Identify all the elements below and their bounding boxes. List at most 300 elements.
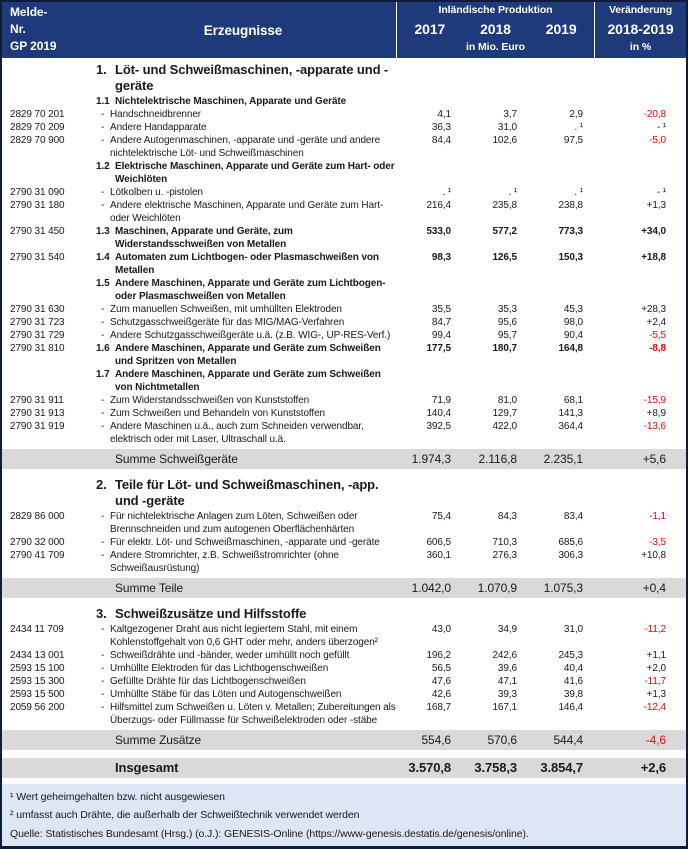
subsection-row	[2, 277, 686, 303]
gp-code: 2790 31 913	[10, 408, 65, 419]
value-2017: 140,4	[426, 408, 451, 419]
value-2018: 81,0	[497, 395, 517, 406]
total-row	[2, 758, 686, 778]
gp-code	[2, 160, 90, 186]
header-year-2018: 2018	[480, 21, 511, 37]
item-dash: -	[101, 537, 105, 548]
item-dash: -	[101, 200, 105, 211]
product-description-cell	[90, 329, 396, 342]
product-label: Für nichtelektrische Anlagen zum Löten, Schweißen oder Brennschneiden und zum autogenen Oberflächenhärten	[110, 511, 358, 535]
value-2019: 306,3	[558, 550, 583, 561]
product-row	[2, 186, 686, 199]
product-row	[2, 549, 686, 575]
change-value: +5,6	[594, 449, 686, 469]
gp-code: 2434 11 709	[10, 624, 64, 635]
value-2017: 71,9	[431, 395, 451, 406]
change-value	[594, 95, 686, 108]
product-row	[2, 688, 686, 701]
product-description-cell	[90, 186, 396, 199]
product-description-cell	[90, 394, 396, 407]
value-2019: 98,0	[563, 317, 583, 328]
item-dash: -	[101, 550, 105, 561]
product-description-cell	[90, 316, 396, 329]
section-number: 3.	[96, 606, 107, 621]
item-dash: -	[101, 676, 105, 687]
item-dash: -	[101, 702, 105, 713]
value-2019: 150,3	[558, 252, 583, 263]
value-2017: 168,7	[426, 702, 451, 713]
value-2019: 83,4	[563, 511, 583, 522]
value-2017: 84,7	[431, 317, 451, 328]
product-label: Hilfsmittel zum Schweißen u. Löten v. Metallen; Zubereitungen als Überzugs- oder Füllmasse für Schweißelektroden oder -stäbe	[110, 702, 396, 726]
change-value: -8,8	[649, 343, 666, 354]
change-value: +34,0	[641, 226, 666, 237]
product-description-cell	[90, 449, 396, 469]
product-description-cell	[90, 675, 396, 688]
product-description-cell	[90, 701, 396, 727]
section-number: 1.7	[96, 369, 110, 380]
change-value	[594, 160, 686, 186]
product-description-cell	[90, 473, 396, 510]
gp-code: 2593 15 100	[10, 663, 65, 674]
product-label: Summe Zusätze	[115, 733, 202, 747]
product-label: Andere Maschinen, Apparate und Geräte zum Lichtbogen- oder Plasmaschweißen von Metallen	[115, 278, 386, 302]
item-dash: -	[101, 187, 105, 198]
value-2019: 40,4	[563, 663, 583, 674]
header-melde-nr	[2, 2, 90, 58]
product-label: Andere Schutzgasschweißgeräte u.ä. (z.B. WIG-, UP-RES-Verf.)	[110, 330, 391, 341]
value-2017: 84,4	[431, 135, 451, 146]
section-row	[2, 473, 686, 510]
change-value: +0,4	[594, 578, 686, 598]
sum-row	[2, 578, 686, 598]
gp-code	[2, 578, 90, 598]
value-2017: 360,1	[426, 550, 451, 561]
change-value: - ¹	[656, 122, 666, 133]
product-label: Insgesamt	[115, 760, 179, 775]
value-2017: 1.974,3	[396, 449, 462, 469]
change-value: -3,5	[649, 537, 666, 548]
change-value	[594, 602, 686, 623]
value-2018: 167,1	[492, 702, 517, 713]
product-label: Umhüllte Stäbe für das Löten und Autogenschweißen	[110, 689, 342, 700]
gp-code	[2, 368, 90, 394]
product-description-cell	[90, 730, 396, 750]
header-change-unit: in %	[629, 41, 652, 53]
change-value: +2,6	[594, 758, 686, 778]
gp-code: 2790 31 919	[10, 421, 65, 432]
product-description-cell	[90, 160, 396, 186]
gp-code: 2829 70 201	[10, 109, 65, 120]
header-change-years: 2018-2019	[607, 21, 674, 37]
header-change-group	[594, 2, 686, 58]
gp-code	[2, 730, 90, 750]
product-row	[2, 536, 686, 549]
section-number: 1.1	[96, 96, 110, 107]
item-dash: -	[101, 135, 105, 146]
subsection-row	[2, 368, 686, 394]
product-description-cell	[90, 420, 396, 446]
product-row	[2, 623, 686, 649]
item-dash: -	[101, 395, 105, 406]
product-label: Umhüllte Elektroden für das Lichtbogenschweißen	[110, 663, 329, 674]
product-row	[2, 316, 686, 329]
gp-code	[2, 277, 90, 303]
change-value: - ¹	[656, 187, 666, 198]
value-2019: 2,9	[569, 109, 583, 120]
product-label: Andere Autogenmaschinen, -apparate und -geräte und andere nichtelektrische Löt- und Schweißmaschinen	[110, 135, 381, 159]
value-2019: 39,8	[563, 689, 583, 700]
product-label: Für elektr. Löt- und Schweißmaschinen, -apparate und -geräte	[110, 537, 380, 548]
value-2017: 43,0	[431, 624, 451, 635]
value-2018: 39,3	[497, 689, 517, 700]
value-2017: 392,5	[426, 421, 451, 432]
value-2018: 1.070,9	[462, 578, 528, 598]
value-2017: 177,5	[426, 343, 451, 354]
value-2019: 90,4	[563, 330, 583, 341]
product-label: Lötkolben u. -pistolen	[110, 187, 203, 198]
change-value: +1,1	[646, 650, 666, 661]
change-value: -20,8	[643, 109, 666, 120]
item-dash: -	[101, 663, 105, 674]
header-melde-line2: Nr.	[10, 22, 26, 36]
value-2017	[396, 473, 462, 510]
gp-code: 2790 32 000	[10, 537, 65, 548]
value-2017: 216,4	[426, 200, 451, 211]
value-2018	[462, 368, 528, 394]
footnote-1: ¹ Wert geheimgehalten bzw. nicht ausgewiesen	[10, 791, 225, 803]
source-line: Quelle: Statistisches Bundesamt (Hrsg.) (o.J.): GENESIS-Online (https://www-genesis.destatis.de/genesis/online).	[10, 828, 529, 840]
product-label: Nichtelektrische Maschinen, Apparate und Geräte	[115, 96, 347, 107]
section-number: 2.	[96, 477, 107, 492]
change-value: +2,4	[646, 317, 666, 328]
item-dash: -	[101, 511, 105, 522]
value-2017: 56,5	[431, 663, 451, 674]
value-2017: 533,0	[426, 226, 451, 237]
value-2019	[528, 368, 594, 394]
value-2018: 39,6	[497, 663, 517, 674]
gp-code: 2790 31 180	[10, 200, 65, 211]
product-row	[2, 675, 686, 688]
product-description-cell	[90, 602, 396, 623]
header-erzeugnisse-label: Erzeugnisse	[203, 22, 283, 38]
header-unit-label: in Mio. Euro	[466, 41, 525, 53]
value-2017	[396, 160, 462, 186]
gp-code: 2790 31 450	[10, 226, 65, 237]
gp-code	[2, 758, 90, 778]
value-2019: 141,3	[558, 408, 583, 419]
value-2019: 3.854,7	[528, 758, 594, 778]
product-description-cell	[90, 58, 396, 95]
gp-code: 2790 31 630	[10, 304, 65, 315]
product-label: Schweißdrähte und -bänder, weder umhüllt noch gefüllt	[110, 650, 350, 661]
table-header	[2, 2, 686, 58]
value-2018: 31,0	[497, 122, 517, 133]
change-value: -15,9	[643, 395, 666, 406]
value-2017: 606,5	[426, 537, 451, 548]
change-value	[594, 368, 686, 394]
change-value: -13,6	[643, 421, 666, 432]
gp-code: 2829 86 000	[10, 511, 65, 522]
section-number: 1.3	[96, 226, 110, 237]
sum-row	[2, 449, 686, 469]
product-description-cell	[90, 225, 396, 251]
subsection-row	[2, 251, 686, 277]
item-dash: -	[101, 421, 105, 432]
subsection-row	[2, 225, 686, 251]
value-2017	[396, 368, 462, 394]
product-description-cell	[90, 134, 396, 160]
value-2017: 99,4	[431, 330, 451, 341]
product-description-cell	[90, 649, 396, 662]
value-2017: 3.570,8	[396, 758, 462, 778]
gp-code: 2790 31 090	[10, 187, 65, 198]
product-description-cell	[90, 303, 396, 316]
value-2017: 47,6	[431, 676, 451, 687]
change-value: +1,3	[646, 200, 666, 211]
product-description-cell	[90, 95, 396, 108]
value-2019: 685,6	[558, 537, 583, 548]
value-2019	[528, 160, 594, 186]
gp-code	[2, 602, 90, 623]
product-description-cell	[90, 407, 396, 420]
value-2017	[396, 277, 462, 303]
value-2018: 129,7	[492, 408, 517, 419]
product-row	[2, 199, 686, 225]
product-label: Andere Maschinen, Apparate und Geräte zum Schweißen von Nichtmetallen	[115, 369, 381, 393]
value-2018: 570,6	[462, 730, 528, 750]
value-2018: 95,7	[497, 330, 517, 341]
value-2017: 4,1	[437, 109, 451, 120]
product-description-cell	[90, 121, 396, 134]
product-label: Löt- und Schweißmaschinen, -apparate und -geräte	[115, 62, 389, 93]
value-2017: 42,6	[431, 689, 451, 700]
value-2018: 95,6	[497, 317, 517, 328]
value-2017: 98,3	[431, 252, 451, 263]
product-label: Teile für Löt- und Schweißmaschinen, -app. und -geräte	[115, 477, 379, 508]
value-2018: 422,0	[492, 421, 517, 432]
gp-code: 2434 13 001	[10, 650, 65, 661]
value-2019: 41,6	[563, 676, 583, 687]
product-description-cell	[90, 251, 396, 277]
product-label: Schweißzusätze und Hilfsstoffe	[115, 606, 307, 621]
change-value: +2,0	[646, 663, 666, 674]
change-value	[594, 473, 686, 510]
change-value	[594, 58, 686, 95]
gp-code	[2, 449, 90, 469]
value-2019: 97,5	[563, 135, 583, 146]
value-2019: 164,8	[558, 343, 583, 354]
footnotes-area	[2, 782, 686, 846]
value-2018: 102,6	[492, 135, 517, 146]
product-label: Andere Maschinen u.ä., auch zum Schneiden verwendbar, elektrisch oder mit Laser, Ultraschall u.ä.	[110, 421, 364, 445]
change-value: -1,1	[649, 511, 666, 522]
section-number: 1.	[96, 62, 107, 77]
value-2019: 146,4	[558, 702, 583, 713]
footnote-2: ² umfasst auch Drähte, die außerhalb der Schweißtechnik verwendet werden	[10, 809, 360, 821]
gp-code: 2829 70 209	[10, 122, 65, 133]
change-value: +10,8	[641, 550, 666, 561]
gp-code	[2, 95, 90, 108]
gp-code: 2593 15 300	[10, 676, 65, 687]
product-description-cell	[90, 368, 396, 394]
change-value: -12,4	[643, 702, 666, 713]
product-label: Elektrische Maschinen, Apparate und Geräte zum Hart- oder Weichlöten	[115, 161, 395, 185]
value-2019: . ¹	[574, 122, 583, 133]
product-description-cell	[90, 623, 396, 649]
value-2017	[396, 58, 462, 95]
product-row	[2, 303, 686, 316]
product-label: Handschneidbrenner	[110, 109, 202, 120]
product-row	[2, 108, 686, 121]
product-label: Maschinen, Apparate und Geräte, zum Widerstandsschweißen von Metallen	[115, 226, 293, 250]
item-dash: -	[101, 330, 105, 341]
value-2018	[462, 473, 528, 510]
product-label: Andere elektrische Maschinen, Apparate und Geräte zum Hart- oder Weichlöten	[110, 200, 384, 224]
value-2019: 245,3	[558, 650, 583, 661]
value-2018: 3,7	[503, 109, 517, 120]
gp-code	[2, 58, 90, 95]
product-label: Gefüllte Drähte für das Lichtbogenschweißen	[110, 676, 306, 687]
header-year-row	[397, 19, 594, 39]
product-description-cell	[90, 758, 396, 778]
change-value: +28,3	[641, 304, 666, 315]
value-2019	[528, 277, 594, 303]
product-label: Zum Widerstandsschweißen von Kunststoffen	[110, 395, 310, 406]
value-2018: 84,3	[497, 511, 517, 522]
product-row	[2, 329, 686, 342]
change-value: +1,3	[646, 689, 666, 700]
header-production-group	[396, 2, 594, 58]
header-year-2017: 2017	[414, 21, 446, 37]
product-label: Zum manuellen Schweißen, mit umhüllten Elektroden	[110, 304, 342, 315]
gp-code: 2593 15 500	[10, 689, 65, 700]
value-2018: 235,8	[492, 200, 517, 211]
section-row	[2, 602, 686, 623]
value-2017: 196,2	[426, 650, 451, 661]
value-2018: 180,7	[492, 343, 517, 354]
value-2018	[462, 277, 528, 303]
product-label: Andere Handapparate	[110, 122, 207, 133]
value-2018: 577,2	[492, 226, 517, 237]
section-number: 1.5	[96, 278, 110, 289]
product-description-cell	[90, 549, 396, 575]
gp-code: 2790 31 729	[10, 330, 65, 341]
item-dash: -	[101, 408, 105, 419]
value-2019: 544,4	[528, 730, 594, 750]
value-2019: 2.235,1	[528, 449, 594, 469]
value-2019: 31,0	[563, 624, 583, 635]
value-2017	[396, 602, 462, 623]
item-dash: -	[101, 624, 105, 635]
value-2018: 47,1	[497, 676, 517, 687]
section-row	[2, 58, 686, 95]
subsection-row	[2, 95, 686, 108]
value-2018	[462, 160, 528, 186]
value-2017: 1.042,0	[396, 578, 462, 598]
header-change-label: Veränderung	[608, 4, 673, 16]
production-table	[2, 58, 686, 782]
value-2018	[462, 58, 528, 95]
change-value: -11,7	[644, 676, 666, 687]
value-2017: 35,5	[431, 304, 451, 315]
header-erzeugnisse	[90, 2, 396, 58]
product-row	[2, 662, 686, 675]
change-value: -5,5	[649, 330, 666, 341]
header-melde-line3: GP 2019	[10, 39, 57, 53]
gp-code: 2790 31 540	[10, 252, 65, 263]
product-description-cell	[90, 578, 396, 598]
value-2018: 242,6	[492, 650, 517, 661]
section-number: 1.6	[96, 343, 110, 354]
header-production-label: Inländische Produktion	[438, 4, 553, 16]
item-dash: -	[101, 122, 105, 133]
value-2018: 710,3	[492, 537, 517, 548]
item-dash: -	[101, 689, 105, 700]
value-2019: 1.075,3	[528, 578, 594, 598]
value-2019	[528, 58, 594, 95]
change-value: +18,8	[641, 252, 666, 263]
change-value: -11,2	[644, 624, 666, 635]
product-description-cell	[90, 662, 396, 675]
item-dash: -	[101, 650, 105, 661]
production-table-body	[2, 58, 686, 782]
product-row	[2, 121, 686, 134]
item-dash: -	[101, 317, 105, 328]
value-2019: 364,4	[558, 421, 583, 432]
gp-code	[2, 473, 90, 510]
value-2018: 34,9	[497, 624, 517, 635]
product-description-cell	[90, 199, 396, 225]
subsection-row	[2, 160, 686, 186]
gp-code: 2790 31 911	[10, 395, 64, 406]
change-value: -4,6	[594, 730, 686, 750]
product-label: Andere Stromrichter, z.B. Schweißstromrichter (ohne Schweißausrüstung)	[110, 550, 339, 574]
item-dash: -	[101, 304, 105, 315]
product-label: Automaten zum Lichtbogen- oder Plasmaschweißen von Metallen	[115, 252, 379, 276]
value-2018: 2.116,8	[462, 449, 528, 469]
change-value: -5,0	[649, 135, 666, 146]
gp-code: 2790 41 709	[10, 550, 65, 561]
value-2018	[462, 602, 528, 623]
product-description-cell	[90, 342, 396, 368]
value-2018: 3.758,3	[462, 758, 528, 778]
gp-code: 2829 70 900	[10, 135, 65, 146]
product-row	[2, 394, 686, 407]
product-description-cell	[90, 108, 396, 121]
value-2019	[528, 602, 594, 623]
value-2018	[462, 95, 528, 108]
product-description-cell	[90, 688, 396, 701]
product-description-cell	[90, 510, 396, 536]
header-year-2019: 2019	[545, 21, 577, 37]
product-row	[2, 407, 686, 420]
product-label: Andere Maschinen, Apparate und Geräte zum Schweißen und Spritzen von Metallen	[115, 343, 381, 367]
value-2017: 75,4	[431, 511, 451, 522]
section-number: 1.4	[96, 252, 110, 263]
value-2017: 554,6	[396, 730, 462, 750]
product-row	[2, 510, 686, 536]
value-2019: 773,3	[558, 226, 583, 237]
product-label: Summe Schweißgeräte	[115, 452, 238, 466]
value-2018: 35,3	[497, 304, 517, 315]
value-2019: . ¹	[574, 187, 583, 198]
product-row	[2, 134, 686, 160]
section-number: 1.2	[96, 161, 110, 172]
product-label: Kaltgezogener Draht aus nicht legiertem Stahl, mit einem Kohlenstoffgehalt von 0,6 GHT oder mehr, anders überzogen²	[110, 624, 378, 648]
gp-code: 2790 31 723	[10, 317, 65, 328]
product-label: Summe Teile	[115, 581, 184, 595]
